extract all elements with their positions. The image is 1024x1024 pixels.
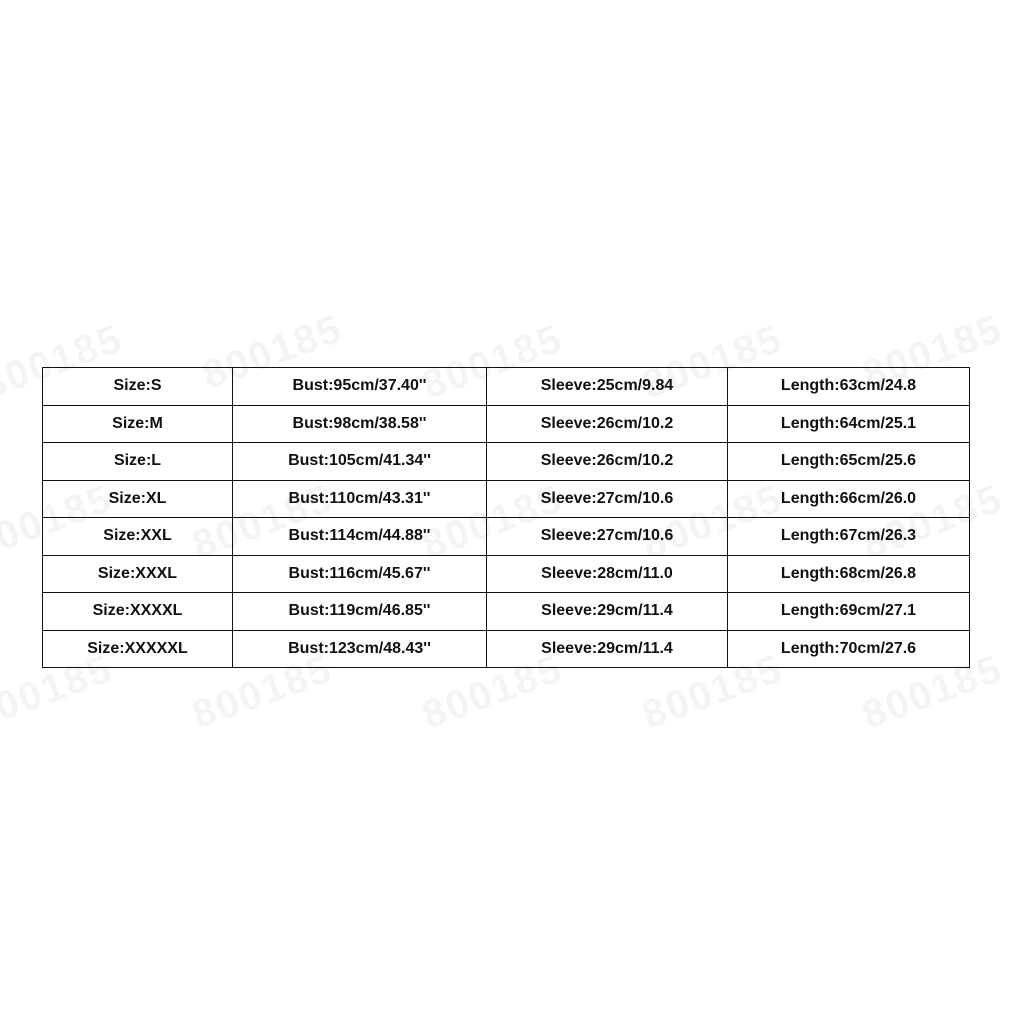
sleeve-cell: Sleeve:28cm/11.0 xyxy=(487,555,728,593)
length-cell: Length:68cm/26.8 xyxy=(728,555,970,593)
size-cell: Size:XXXXL xyxy=(43,593,233,631)
length-cell: Length:64cm/25.1 xyxy=(728,405,970,443)
size-cell: Size:L xyxy=(43,443,233,481)
bust-cell: Bust:95cm/37.40'' xyxy=(233,368,487,406)
bust-cell: Bust:110cm/43.31'' xyxy=(233,480,487,518)
size-cell: Size:XXL xyxy=(43,518,233,556)
table-row xyxy=(43,630,970,668)
table-row xyxy=(43,368,970,406)
sleeve-cell: Sleeve:26cm/10.2 xyxy=(487,443,728,481)
sleeve-cell: Sleeve:25cm/9.84 xyxy=(487,368,728,406)
size-cell: Size:XXXL xyxy=(43,555,233,593)
sleeve-cell: Sleeve:26cm/10.2 xyxy=(487,405,728,443)
size-cell: Size:XXXXXL xyxy=(43,630,233,668)
table-row xyxy=(43,480,970,518)
table-row xyxy=(43,443,970,481)
sleeve-cell: Sleeve:29cm/11.4 xyxy=(487,593,728,631)
bust-cell: Bust:123cm/48.43'' xyxy=(233,630,487,668)
bust-cell: Bust:105cm/41.34'' xyxy=(233,443,487,481)
table-row xyxy=(43,405,970,443)
size-cell: Size:S xyxy=(43,368,233,406)
size-chart-table xyxy=(42,367,970,668)
bust-cell: Bust:119cm/46.85'' xyxy=(233,593,487,631)
length-cell: Length:67cm/26.3 xyxy=(728,518,970,556)
table-row xyxy=(43,593,970,631)
length-cell: Length:63cm/24.8 xyxy=(728,368,970,406)
length-cell: Length:65cm/25.6 xyxy=(728,443,970,481)
size-cell: Size:XL xyxy=(43,480,233,518)
sleeve-cell: Sleeve:27cm/10.6 xyxy=(487,518,728,556)
table-row xyxy=(43,555,970,593)
length-cell: Length:70cm/27.6 xyxy=(728,630,970,668)
sleeve-cell: Sleeve:29cm/11.4 xyxy=(487,630,728,668)
bust-cell: Bust:116cm/45.67'' xyxy=(233,555,487,593)
size-cell: Size:M xyxy=(43,405,233,443)
sleeve-cell: Sleeve:27cm/10.6 xyxy=(487,480,728,518)
length-cell: Length:66cm/26.0 xyxy=(728,480,970,518)
bust-cell: Bust:114cm/44.88'' xyxy=(233,518,487,556)
table-row xyxy=(43,518,970,556)
length-cell: Length:69cm/27.1 xyxy=(728,593,970,631)
bust-cell: Bust:98cm/38.58'' xyxy=(233,405,487,443)
